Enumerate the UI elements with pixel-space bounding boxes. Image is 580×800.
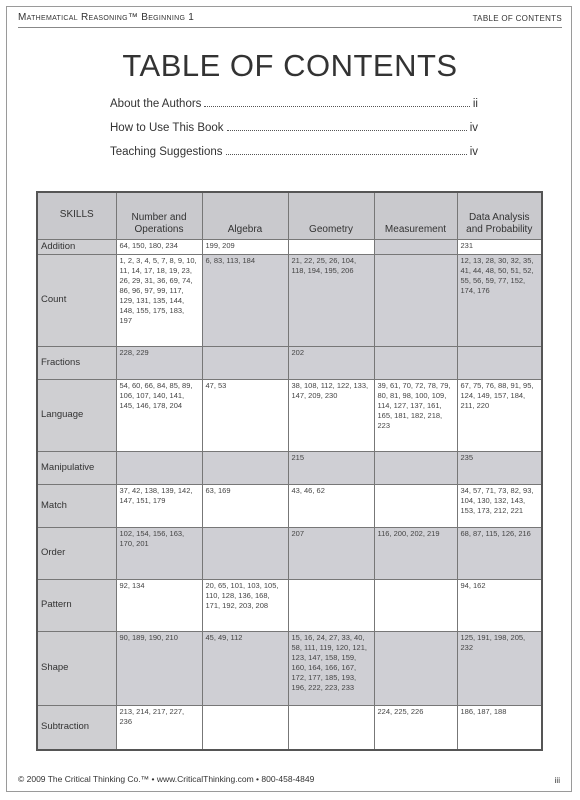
toc-page: iv <box>469 122 478 134</box>
header-rule <box>18 27 562 28</box>
table-cell <box>374 254 457 346</box>
table-cell: 43, 46, 62 <box>288 484 374 527</box>
table-cell: 215 <box>288 451 374 484</box>
table-cell: 116, 200, 202, 219 <box>374 527 457 579</box>
table-cell <box>116 451 202 484</box>
table-cell <box>202 346 288 379</box>
table-cell: 34, 57, 71, 73, 82, 93, 104, 130, 132, 143, 153, 173, 212, 221 <box>457 484 542 527</box>
table-cell: 231 <box>457 239 542 254</box>
header-row <box>37 192 542 239</box>
section-label: TABLE OF CONTENTS <box>472 14 562 23</box>
table-cell <box>374 451 457 484</box>
skill-label: Addition <box>37 239 116 254</box>
table-cell <box>202 451 288 484</box>
skill-label: Manipulative <box>37 451 116 484</box>
table-cell: 6, 83, 113, 184 <box>202 254 288 346</box>
table-cell: 39, 61, 70, 72, 78, 79, 80, 81, 98, 100, 109, 114, 127, 137, 161, 165, 181, 182, 218, 223 <box>374 379 457 451</box>
table-row <box>37 239 542 254</box>
column-header-skills: SKILLS <box>37 192 116 239</box>
table-row <box>37 527 542 579</box>
column-header-measurement: Measurement <box>374 192 457 239</box>
skill-label: Subtraction <box>37 705 116 750</box>
skill-label: Count <box>37 254 116 346</box>
table-cell: 102, 154, 156, 163, 170, 201 <box>116 527 202 579</box>
skill-label: Order <box>37 527 116 579</box>
table-cell: 45, 49, 112 <box>202 631 288 705</box>
toc-page: iv <box>469 146 478 158</box>
table-cell: 202 <box>288 346 374 379</box>
skill-label: Shape <box>37 631 116 705</box>
footer-copyright: © 2009 The Critical Thinking Co.™ • www.CriticalThinking.com • 800-458-4849 <box>18 774 315 784</box>
table-cell: 1, 2, 3, 4, 5, 7, 8, 9, 10, 11, 14, 17, 18, 19, 23, 26, 29, 31, 36, 69, 74, 86, 96, 97, 99, 117, 129, 131, 135, 144, 148, 155, 175, 183, 197 <box>116 254 202 346</box>
table-cell: 228, 229 <box>116 346 202 379</box>
toc-entry <box>110 98 478 122</box>
column-header-algebra: Algebra <box>202 192 288 239</box>
column-header-data-analysis: Data Analysis and Probability <box>457 192 542 239</box>
page-number: iii <box>554 776 560 785</box>
table-cell: 63, 169 <box>202 484 288 527</box>
table-cell <box>202 527 288 579</box>
table-row <box>37 484 542 527</box>
table-cell: 94, 162 <box>457 579 542 631</box>
table-row <box>37 451 542 484</box>
toc-label: About the Authors <box>110 98 202 110</box>
table-cell: 21, 22, 25, 26, 104, 118, 194, 195, 206 <box>288 254 374 346</box>
table-cell: 38, 108, 112, 122, 133, 147, 209, 230 <box>288 379 374 451</box>
table-row <box>37 254 542 346</box>
toc-entry <box>110 122 478 146</box>
table-cell: 186, 187, 188 <box>457 705 542 750</box>
table-cell: 68, 87, 115, 126, 216 <box>457 527 542 579</box>
table-row <box>37 705 542 750</box>
toc-leader <box>227 130 467 131</box>
table-cell <box>202 705 288 750</box>
table-cell: 15, 16, 24, 27, 33, 40, 58, 111, 119, 120, 121, 123, 147, 158, 159, 160, 164, 166, 167, 172, 177, 185, 193, 196, 222, 223, 233 <box>288 631 374 705</box>
table-cell: 224, 225, 226 <box>374 705 457 750</box>
table-cell: 235 <box>457 451 542 484</box>
skill-label: Pattern <box>37 579 116 631</box>
table-cell: 125, 191, 198, 205, 232 <box>457 631 542 705</box>
table-cell: 37, 42, 138, 139, 142, 147, 151, 179 <box>116 484 202 527</box>
table-cell: 20, 65, 101, 103, 105, 110, 128, 136, 168, 171, 192, 203, 208 <box>202 579 288 631</box>
table-cell <box>374 239 457 254</box>
skill-label: Language <box>37 379 116 451</box>
skill-label: Fractions <box>37 346 116 379</box>
table-cell: 92, 134 <box>116 579 202 631</box>
table-row <box>37 631 542 705</box>
table-cell <box>288 239 374 254</box>
table-cell <box>374 346 457 379</box>
skills-table <box>36 191 543 751</box>
table-cell: 12, 13, 28, 30, 32, 35, 41, 44, 48, 50, 51, 52, 55, 56, 59, 77, 152, 174, 176 <box>457 254 542 346</box>
table-cell: 64, 150, 180, 234 <box>116 239 202 254</box>
table-row <box>37 579 542 631</box>
table-cell <box>374 579 457 631</box>
table-row <box>37 379 542 451</box>
toc-list <box>110 98 478 170</box>
table-cell <box>374 631 457 705</box>
table-cell <box>457 346 542 379</box>
table-cell <box>374 484 457 527</box>
column-header-number-operations: Number and Operations <box>116 192 202 239</box>
column-header-geometry: Geometry <box>288 192 374 239</box>
table-cell: 67, 75, 76, 88, 91, 95, 124, 149, 157, 184, 211, 220 <box>457 379 542 451</box>
toc-label: Teaching Suggestions <box>110 146 223 158</box>
page-title: TABLE OF CONTENTS <box>122 48 458 83</box>
table-cell: 54, 60, 66, 84, 85, 89, 106, 107, 140, 141, 145, 146, 178, 204 <box>116 379 202 451</box>
toc-leader <box>226 154 467 155</box>
table-cell <box>288 705 374 750</box>
table-row <box>37 346 542 379</box>
table-cell: 207 <box>288 527 374 579</box>
table-cell: 199, 209 <box>202 239 288 254</box>
table-cell: 90, 189, 190, 210 <box>116 631 202 705</box>
toc-entry <box>110 146 478 170</box>
table-cell: 47, 53 <box>202 379 288 451</box>
toc-leader <box>204 106 469 107</box>
table-cell <box>288 579 374 631</box>
toc-label: How to Use This Book <box>110 122 224 134</box>
skill-label: Match <box>37 484 116 527</box>
book-title: Mathematical Reasoning™ Beginning 1 <box>18 12 195 23</box>
table-cell: 213, 214, 217, 227, 236 <box>116 705 202 750</box>
toc-page: ii <box>472 98 478 110</box>
